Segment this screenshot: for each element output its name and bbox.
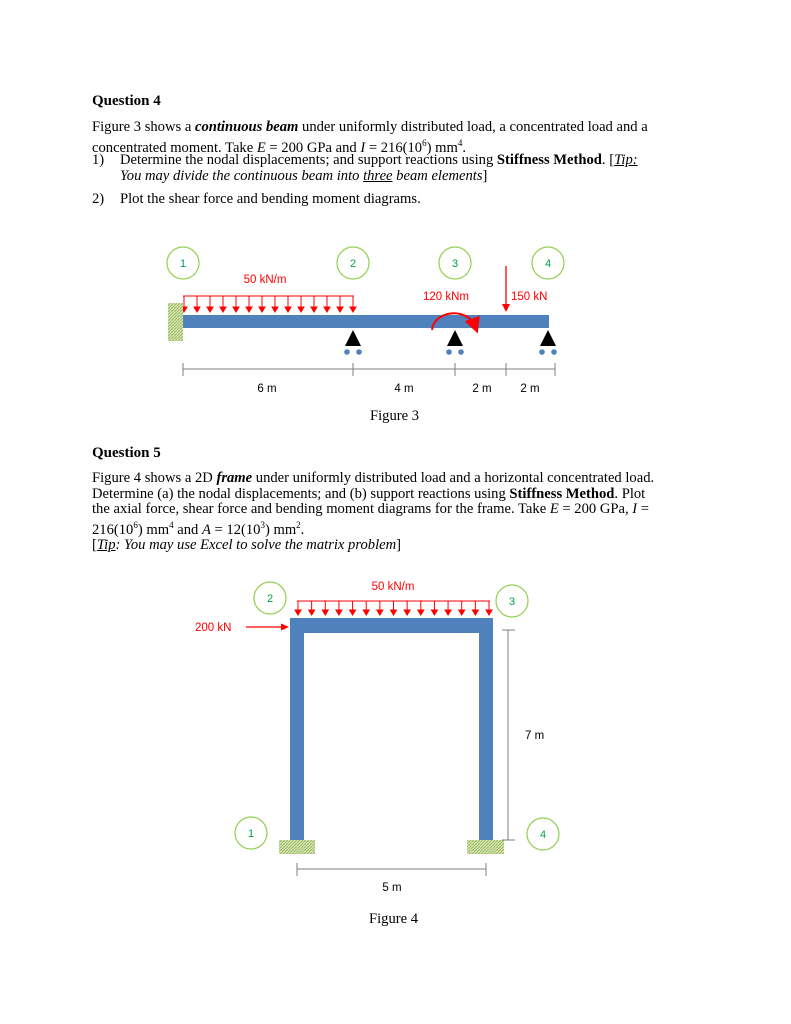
fig3-moment-label: 120 kNm — [422, 291, 470, 303]
fig3-roller-support-2 — [344, 330, 362, 355]
udl-arrow-head — [459, 610, 465, 615]
udl-arrow-head — [350, 610, 356, 615]
fig3-dim-6m: 6 m — [257, 383, 277, 395]
udl-arrow-head — [233, 307, 239, 312]
udl-arrow-head — [431, 610, 437, 615]
fig3-point-load-label: 150 kN — [511, 291, 548, 303]
question-5-heading: Question 5 — [92, 445, 161, 461]
fig3-dimension-line — [183, 363, 555, 376]
fig3-node-2 — [337, 247, 369, 279]
udl-arrow-head — [363, 610, 369, 615]
fig3-dim-4m: 4 m — [394, 383, 414, 395]
fig3-roller-support-3 — [446, 330, 464, 355]
udl-arrow-head — [207, 307, 213, 312]
fig4-node-1 — [235, 817, 267, 849]
svg-text:4: 4 — [544, 258, 552, 270]
udl-arrow-head — [472, 610, 478, 615]
udl-arrow-head — [377, 610, 383, 615]
figure-4-caption: Figure 4 — [369, 911, 419, 927]
question-5-text: Figure 4 shows a 2D frame under uniformly distributed load and a horizontal concentrated load. Determine (a) the nodal displacements; and (b) support reactions using Stiffness Method. Plot the axial force, shear force and bending moment diagrams for the frame. Take E = 200 GPa, I = $216(10^6)$ $mm^4$ and $A = 12(10^3)$ $mm^2$. [Tip: You may use Excel to solve the matrix problem] — [92, 470, 655, 554]
svg-text:1: 1 — [179, 258, 187, 270]
udl-arrow-head — [259, 307, 265, 312]
question-4-heading: Question 4 — [92, 93, 161, 109]
fig4-dim-7m: 7 m — [525, 730, 545, 742]
udl-arrow-head — [194, 307, 200, 312]
udl-arrow-head — [295, 610, 301, 615]
fig3-udl-label: 50 kN/m — [243, 274, 287, 286]
fig4-node-3 — [496, 585, 528, 617]
fig4-frame — [290, 618, 493, 842]
document-page: Question 4 Figure 3 shows a continuous beam under uniformly distributed load, a concentrated load and a concentrated moment. Take E = 200 GPa and $I = 216(10^6)$ $mm^4$. 1) Determine the nodal displacements; and support reactions using Stiffness Method. [Tip: You may divide the continuous beam into three beam elements] 2) Plot the shear force and bending moment diagrams. 1 2 3 4 50 kN/m 120 kNm 150 kN 6 m 4 m 2 m 2 m 2 3 1 4 50 kN/m 200 kN 7 m 5 m Figure 3 Question 5 Figure 4 shows a 2D frame under uniformly distributed load and a horizontal concentrated load. Determine (a) the nodal displacements; and (b) support reactions using Stiffness Method. Plot the axial force, shear force and bending moment diagrams for the frame. Take E = 200 GPa, I = $216(10^6)$ $mm^4$ and $A = 12(10^3)$ $mm^2$. [Tip: You may use Excel to solve the matrix problem] Figure 4 — [0, 0, 791, 1024]
udl-arrow-head — [350, 307, 356, 312]
svg-text:2: 2 — [266, 593, 274, 605]
fig4-udl-arrows — [295, 601, 492, 615]
frame-term: frame — [216, 470, 253, 486]
fig4-node-4 — [527, 818, 559, 850]
question-4-intro: Figure 3 shows a continuous beam under uniformly distributed load, a concentrated load and a concentrated moment. Take E = 200 GPa and $I = 216(10^6)$ $mm^4$. — [92, 119, 648, 156]
fig4-node-2 — [254, 582, 286, 614]
fig3-roller-support-4 — [539, 330, 557, 355]
udl-arrow-head — [404, 610, 410, 615]
fig3-beam — [183, 315, 549, 328]
svg-text:3: 3 — [451, 258, 459, 270]
fig4-span-dimension — [297, 863, 486, 876]
fig3-node-1 — [167, 247, 199, 279]
fig4-udl-label: 50 kN/m — [371, 581, 415, 593]
fig3-fixed-support — [168, 303, 183, 341]
udl-arrow-head — [298, 307, 304, 312]
continuous-beam-term: continuous beam — [194, 119, 299, 135]
fig3-udl-arrows — [181, 296, 356, 312]
svg-text:1: 1 — [247, 828, 255, 840]
svg-text:4: 4 — [539, 829, 547, 841]
fig4-h-load-label: 200 kN — [195, 622, 232, 634]
udl-arrow-head — [337, 307, 343, 312]
udl-arrow-head — [309, 610, 315, 615]
udl-arrow-head — [322, 610, 328, 615]
udl-arrow-head — [391, 610, 397, 615]
fig4-dim-5m: 5 m — [382, 882, 402, 894]
fig3-dim-2m-a: 2 m — [472, 383, 492, 395]
udl-arrow-head — [220, 307, 226, 312]
fig3-node-3 — [439, 247, 471, 279]
fig3-dim-2m-b: 2 m — [520, 383, 540, 395]
udl-arrow-head — [486, 610, 492, 615]
svg-text:2: 2 — [349, 258, 357, 270]
udl-arrow-head — [311, 307, 317, 312]
udl-arrow-head — [445, 610, 451, 615]
fig4-fixed-support-1 — [279, 840, 315, 854]
svg-text:3: 3 — [508, 596, 516, 608]
fig3-node-4 — [532, 247, 564, 279]
udl-arrow-head — [324, 307, 330, 312]
figure-3-caption: Figure 3 — [370, 408, 420, 424]
fig4-fixed-support-4 — [467, 840, 504, 854]
udl-arrow-head — [336, 610, 342, 615]
fig4-height-dimension — [502, 630, 515, 840]
udl-arrow-head — [246, 307, 252, 312]
udl-arrow-head — [272, 307, 278, 312]
udl-arrow-head — [285, 307, 291, 312]
udl-arrow-head — [418, 610, 424, 615]
